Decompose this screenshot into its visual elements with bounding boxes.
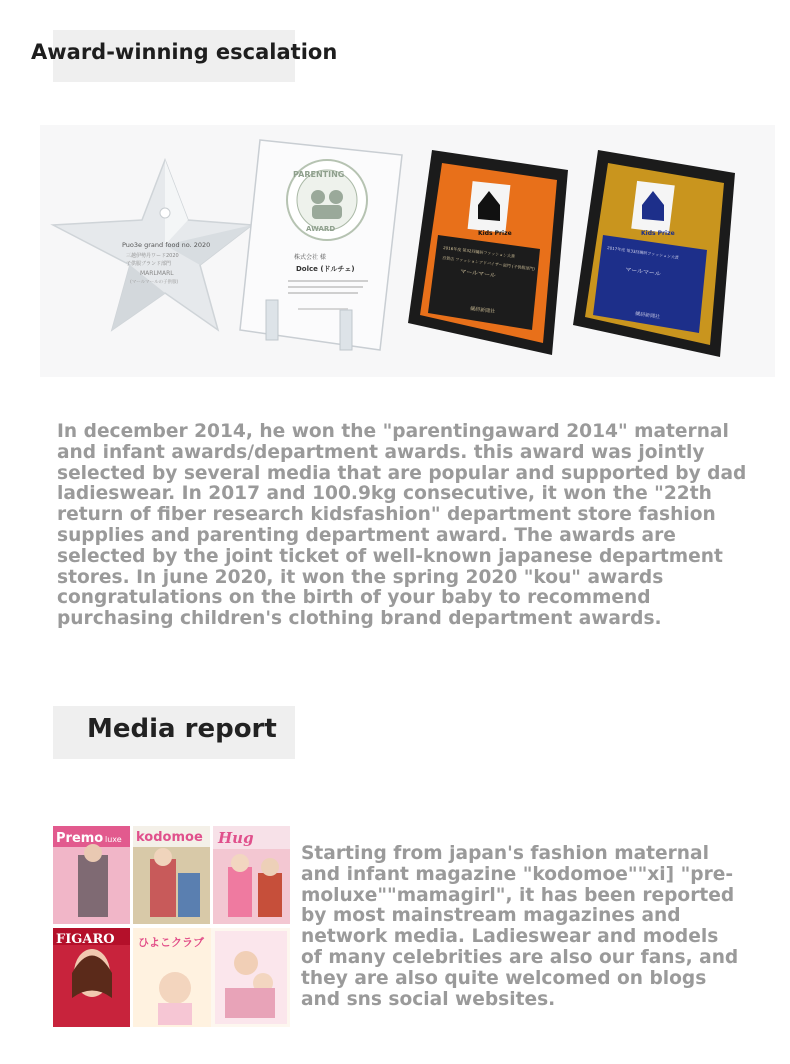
star-trophy-sub1: 三越伊勢丹ワード2020 (126, 253, 179, 259)
award-heading: Award-winning escalation (31, 40, 338, 64)
magazine-premo (53, 826, 130, 924)
star-trophy-text: Puo3e grand food no. 2020 (122, 241, 211, 249)
orange-plaque (408, 150, 568, 355)
blue-plaque-sign: 繊研新聞社 (634, 311, 661, 321)
orange-plaque-title2: 百貨店 ファッションアドバイザー部門 (子供服部門) (441, 255, 536, 272)
parenting-badge-bottom: AWARD (306, 225, 336, 233)
award-description: In december 2014, he won the "parentingaward 2014" maternal and infant awards/department awards. this award was jointly selected by several media that are popular and supported by dad ladieswear. In 2017 and 100.9kg consecutive, it won the "22th return of fiber research kidsfashion" department store fashion supplies and parenting department award. The awards are selected by the joint ticket of well-known japanese department stores. In june 2020, it won the spring 2020 "kou" awards congratulations on the birth of your baby to recommend purchasing children's clothing brand department awards. (57, 421, 747, 630)
award-heading-box (31, 30, 338, 82)
blue-plaque-title: 2017年度 第33回繊研ファッション大賞 (606, 245, 680, 261)
orange-plaque-brand: マールマール (459, 268, 497, 280)
magazine-kodomoe-title: kodomoe (136, 830, 203, 845)
parenting-badge-top: PARENTING (293, 170, 345, 179)
magazine-kodomoe (133, 826, 210, 924)
star-trophy-brand-sub: (マールマールの子供服) (130, 280, 179, 285)
magazine-hiyoko-title: ひよこクラブ (138, 936, 204, 949)
magazine-collage (50, 823, 292, 1030)
parenting-company: 株式会社 様 (294, 254, 326, 261)
magazine-premo-title: Premo (56, 831, 104, 846)
magazine-hug-title: Hug (218, 829, 254, 847)
star-trophy-sub2: 子供服ブランド部門 (126, 261, 172, 267)
orange-plaque-sign: 繊研新聞社 (469, 306, 496, 316)
blue-plaque-label: Kids Prize (641, 230, 675, 237)
magazine-hiyoko (133, 928, 290, 1027)
parenting-award-trophy (240, 140, 402, 350)
magazine-figaro-title: FIGARO (56, 932, 115, 947)
orange-plaque-title1: 2016年度 第32回繊研ファッション大賞 (442, 245, 516, 259)
blue-plaque (573, 150, 735, 357)
orange-plaque-label: Kids Prize (478, 230, 512, 237)
magazine-premo-sub: luxe (105, 835, 122, 844)
magazine-figaro (53, 928, 130, 1027)
parenting-product: Dolce (ドルチェ) (296, 265, 355, 273)
awards-photo (40, 125, 775, 377)
magazine-hug (213, 826, 290, 924)
blue-plaque-brand: マールマール (624, 266, 662, 278)
star-trophy-brand: MARLMARL (140, 270, 174, 277)
media-heading-box (53, 706, 295, 759)
media-description: Starting from japan's fashion maternal and infant magazine "kodomoe""xi] "pre-moluxe""mamagirl", it has been reported by most mainstream magazines and network media. Ladieswear and models of many celebrities are also our fans, and they are also quite welcomed on blogs and sns social websites. (301, 843, 739, 1010)
media-heading: Media report (87, 714, 277, 744)
